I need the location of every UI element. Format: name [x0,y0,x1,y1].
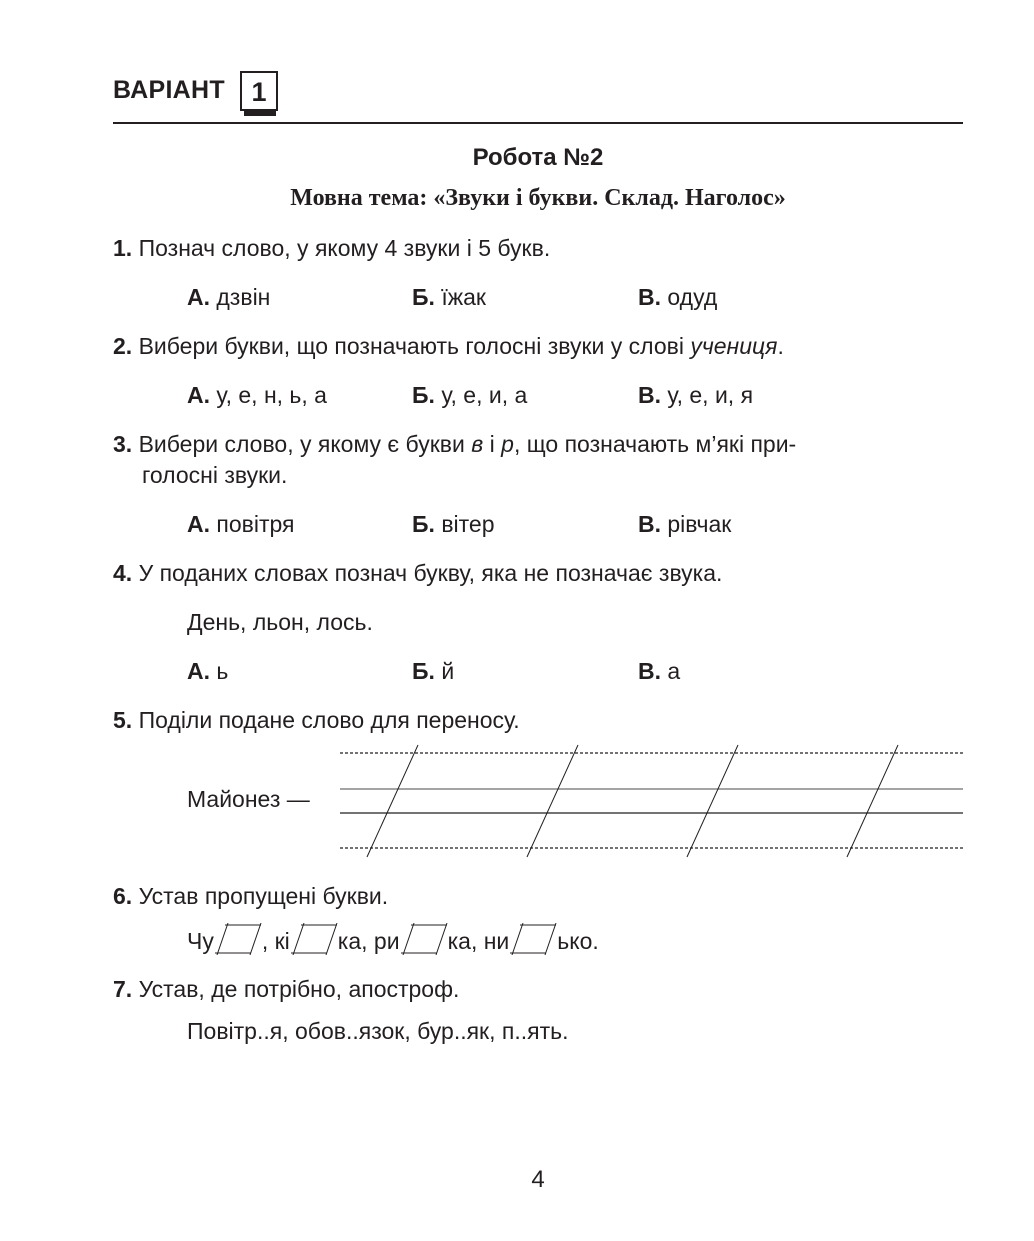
option-letter: В. [638,382,661,408]
question-italic-letter: р [501,431,514,457]
question-text: Познач слово, у якому 4 звуки і 5 букв. [138,235,551,261]
hyphenation-word: Майонез — [187,786,310,812]
option-letter: В. [638,658,661,684]
option-letter: В. [638,511,661,537]
option-text: у, е, и, я [667,382,754,408]
question-text: Поділи подане слово для переносу. [138,707,520,733]
option-letter: А. [187,284,210,310]
question-text: і [483,431,502,457]
slant-line [847,745,898,857]
option-text: у, е, н, ь, а [216,382,327,408]
option-text: повітря [216,511,295,537]
question-4-words: День, льон, лось. [187,609,373,635]
page-number: 4 [531,1166,545,1193]
word-fragment: ка, ни [447,928,510,954]
fill-in-line [187,925,599,955]
option-letter: А. [187,658,210,684]
question-text: У поданих словах познач букву, яка не позначає звука. [138,560,723,586]
option-letter: Б. [412,382,435,408]
letter-blank[interactable] [214,925,262,955]
question-number: 4. [113,560,133,586]
variant-label: ВАРІАНТ [113,76,225,104]
letter-blank[interactable] [400,925,448,955]
question-7 [113,976,459,1003]
slant-line [527,745,578,857]
question-text-end: . [777,333,784,359]
question-italic-word: учениця [690,333,778,359]
option-text: а [667,658,681,684]
slant-line [367,745,418,857]
question-italic-letter: в [471,431,484,457]
topic-title: Мовна тема: «Звуки і букви. Склад. Наголос» [290,185,786,211]
question-number: 3. [113,431,133,457]
option-letter: Б. [412,658,435,684]
option-text: їжак [441,284,486,310]
question-text: , що позначають м’які при- [513,431,797,457]
option-text: одуд [667,284,718,310]
word-fragment: Чу [187,928,214,954]
option-letter: А. [187,511,210,537]
letter-blank[interactable] [290,925,338,955]
option-text: вітер [441,511,495,537]
question-text: Устав пропущені букви. [138,883,389,909]
slant-line [687,745,738,857]
work-title: Робота №2 [472,144,604,171]
question-text: Вибери букви, що позначають голосні звуки у слові [138,333,691,359]
option-text: й [441,658,455,684]
question-number: 5. [113,707,133,733]
option-text: рівчак [667,511,732,537]
question-3-continuation: голосні звуки. [142,462,288,488]
option-text: дзвін [216,284,271,310]
variant-number-box: 1 [240,71,278,111]
question-text: Вибери слово, у якому є букви [138,431,472,457]
word-fragment: ка, ри [337,928,400,954]
letter-blank[interactable] [509,925,557,955]
question-number: 2. [113,333,133,359]
option-text: ь [216,658,229,684]
option-letter: Б. [412,511,435,537]
question-7-words: Повітр..я, обов..язок, бур..як, п..ять. [187,1018,569,1044]
word-fragment: , кі [261,928,290,954]
question-number: 1. [113,235,133,261]
word-fragment: ько. [557,928,599,954]
option-letter: Б. [412,284,435,310]
option-letter: В. [638,284,661,310]
option-text: у, е, и, а [441,382,528,408]
option-letter: А. [187,382,210,408]
question-number: 7. [113,976,133,1002]
question-number: 6. [113,883,133,909]
question-6 [113,883,388,910]
question-text: Устав, де потрібно, апостроф. [138,976,460,1002]
